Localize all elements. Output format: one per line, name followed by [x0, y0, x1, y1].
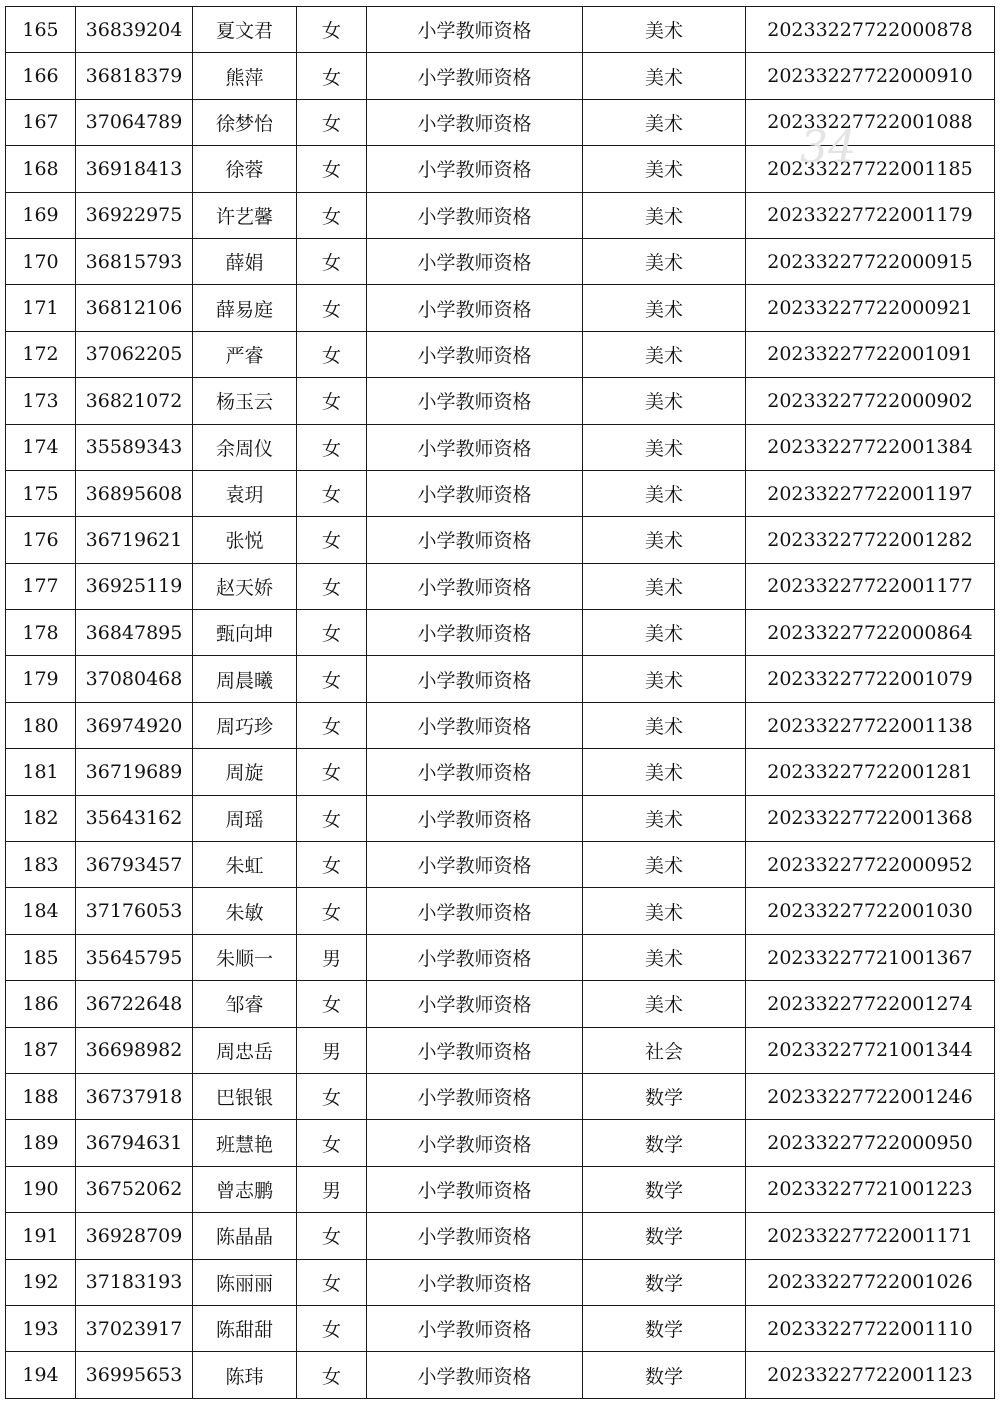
cell-gender: 女: [297, 842, 367, 888]
cell-name: 夏文君: [193, 7, 297, 53]
cell-gender: 男: [297, 934, 367, 980]
cell-exam-id: 36847895: [76, 610, 193, 656]
cell-name: 邹睿: [193, 981, 297, 1027]
table-row: [6, 192, 995, 238]
cell-exam-id: 36794631: [76, 1120, 193, 1166]
cell-cert-no: 20233227722001384: [746, 424, 995, 470]
cell-exam-id: 37183193: [76, 1259, 193, 1305]
page-watermark: 34: [800, 122, 856, 173]
cell-gender: 女: [297, 795, 367, 841]
cell-gender: 女: [297, 331, 367, 377]
table-row: [6, 7, 995, 53]
cell-name: 陈玮: [193, 1352, 297, 1398]
cell-exam-id: 36928709: [76, 1213, 193, 1259]
cell-name: 周晨曦: [193, 656, 297, 702]
cell-category: 小学教师资格: [367, 1352, 583, 1398]
cell-subject: 美术: [583, 470, 746, 516]
cell-exam-id: 36812106: [76, 285, 193, 331]
cell-cert-no: 20233227722001368: [746, 795, 995, 841]
table-row: [6, 146, 995, 192]
cell-seq: 187: [6, 1027, 76, 1073]
cell-exam-id: 37023917: [76, 1305, 193, 1351]
cell-exam-id: 36895608: [76, 470, 193, 516]
cell-subject: 美术: [583, 192, 746, 238]
cell-seq: 172: [6, 331, 76, 377]
cell-cert-no: 20233227722001110: [746, 1305, 995, 1351]
cell-cert-no: 20233227721001223: [746, 1166, 995, 1212]
cell-category: 小学教师资格: [367, 702, 583, 748]
cell-gender: 男: [297, 1166, 367, 1212]
cell-subject: 美术: [583, 7, 746, 53]
cell-exam-id: 37064789: [76, 99, 193, 145]
cell-cert-no: 20233227722001177: [746, 563, 995, 609]
cell-category: 小学教师资格: [367, 1259, 583, 1305]
cell-gender: 女: [297, 238, 367, 284]
cell-category: 小学教师资格: [367, 1213, 583, 1259]
cell-cert-no: 20233227722001123: [746, 1352, 995, 1398]
cell-gender: 女: [297, 1259, 367, 1305]
cell-cert-no: 20233227721001367: [746, 934, 995, 980]
cell-category: 小学教师资格: [367, 238, 583, 284]
cell-gender: 女: [297, 53, 367, 99]
cell-name: 甄向坤: [193, 610, 297, 656]
cell-cert-no: 20233227721001344: [746, 1027, 995, 1073]
cell-subject: 美术: [583, 285, 746, 331]
cell-cert-no: 20233227722000902: [746, 378, 995, 424]
cell-gender: 女: [297, 1213, 367, 1259]
cell-category: 小学教师资格: [367, 331, 583, 377]
cell-cert-no: 20233227722001246: [746, 1073, 995, 1119]
cell-exam-id: 36918413: [76, 146, 193, 192]
table-row: [6, 1120, 995, 1166]
cell-gender: 女: [297, 1120, 367, 1166]
cell-subject: 美术: [583, 517, 746, 563]
cell-category: 小学教师资格: [367, 7, 583, 53]
cell-gender: 女: [297, 563, 367, 609]
cell-name: 徐梦怡: [193, 99, 297, 145]
cell-category: 小学教师资格: [367, 1166, 583, 1212]
table-row: [6, 1259, 995, 1305]
table-row: [6, 1166, 995, 1212]
cell-seq: 165: [6, 7, 76, 53]
cell-cert-no: 20233227722000910: [746, 53, 995, 99]
cell-name: 周巧珍: [193, 702, 297, 748]
cell-cert-no: 20233227722000878: [746, 7, 995, 53]
cell-cert-no: 20233227722000864: [746, 610, 995, 656]
cell-name: 曾志鹏: [193, 1166, 297, 1212]
table-row: [6, 656, 995, 702]
table-row: [6, 285, 995, 331]
cell-subject: 美术: [583, 99, 746, 145]
table-row: [6, 610, 995, 656]
cell-gender: 女: [297, 378, 367, 424]
cell-cert-no: 20233227722001026: [746, 1259, 995, 1305]
cell-cert-no: 20233227722001282: [746, 517, 995, 563]
cell-seq: 192: [6, 1259, 76, 1305]
cell-subject: 社会: [583, 1027, 746, 1073]
cell-exam-id: 36752062: [76, 1166, 193, 1212]
table-row: [6, 331, 995, 377]
cell-name: 熊萍: [193, 53, 297, 99]
cell-category: 小学教师资格: [367, 934, 583, 980]
table-row: [6, 749, 995, 795]
cell-gender: 女: [297, 424, 367, 470]
cell-exam-id: 36922975: [76, 192, 193, 238]
cell-seq: 194: [6, 1352, 76, 1398]
cell-category: 小学教师资格: [367, 1305, 583, 1351]
cell-subject: 美术: [583, 888, 746, 934]
table-row: [6, 238, 995, 284]
cell-category: 小学教师资格: [367, 981, 583, 1027]
cell-exam-id: 36995653: [76, 1352, 193, 1398]
cell-seq: 180: [6, 702, 76, 748]
cell-seq: 191: [6, 1213, 76, 1259]
cell-seq: 169: [6, 192, 76, 238]
cell-seq: 189: [6, 1120, 76, 1166]
cell-exam-id: 36839204: [76, 7, 193, 53]
cell-subject: 美术: [583, 795, 746, 841]
table-row: [6, 563, 995, 609]
cell-subject: 美术: [583, 610, 746, 656]
table-row: [6, 517, 995, 563]
cell-seq: 179: [6, 656, 76, 702]
cell-exam-id: 35643162: [76, 795, 193, 841]
cell-seq: 175: [6, 470, 76, 516]
cell-seq: 182: [6, 795, 76, 841]
cell-subject: 美术: [583, 146, 746, 192]
cell-category: 小学教师资格: [367, 610, 583, 656]
cell-subject: 数学: [583, 1352, 746, 1398]
cell-gender: 女: [297, 517, 367, 563]
cell-seq: 188: [6, 1073, 76, 1119]
cell-category: 小学教师资格: [367, 888, 583, 934]
cell-cert-no: 20233227722001185: [746, 146, 995, 192]
cell-name: 薛娟: [193, 238, 297, 284]
table-row: [6, 424, 995, 470]
cell-gender: 女: [297, 656, 367, 702]
cell-category: 小学教师资格: [367, 424, 583, 470]
cell-name: 严睿: [193, 331, 297, 377]
cell-gender: 女: [297, 146, 367, 192]
cell-exam-id: 36698982: [76, 1027, 193, 1073]
roster-body: [6, 7, 995, 1399]
cell-name: 陈甜甜: [193, 1305, 297, 1351]
cell-seq: 177: [6, 563, 76, 609]
cell-subject: 美术: [583, 702, 746, 748]
cell-name: 巴银银: [193, 1073, 297, 1119]
table-row: [6, 934, 995, 980]
cell-cert-no: 20233227722001197: [746, 470, 995, 516]
cell-subject: 美术: [583, 53, 746, 99]
cell-name: 陈丽丽: [193, 1259, 297, 1305]
cell-seq: 176: [6, 517, 76, 563]
cell-exam-id: 36815793: [76, 238, 193, 284]
cell-subject: 美术: [583, 424, 746, 470]
cell-seq: 171: [6, 285, 76, 331]
cell-exam-id: 35645795: [76, 934, 193, 980]
table-row: [6, 1213, 995, 1259]
cell-subject: 美术: [583, 934, 746, 980]
cell-exam-id: 35589343: [76, 424, 193, 470]
cell-name: 薛易庭: [193, 285, 297, 331]
cell-cert-no: 20233227722001179: [746, 192, 995, 238]
cell-name: 陈晶晶: [193, 1213, 297, 1259]
cell-name: 赵天娇: [193, 563, 297, 609]
table-row: [6, 378, 995, 424]
cell-subject: 数学: [583, 1259, 746, 1305]
cell-exam-id: 36925119: [76, 563, 193, 609]
cell-exam-id: 37062205: [76, 331, 193, 377]
cell-exam-id: 36793457: [76, 842, 193, 888]
cell-category: 小学教师资格: [367, 378, 583, 424]
cell-subject: 美术: [583, 842, 746, 888]
cell-subject: 美术: [583, 981, 746, 1027]
cell-subject: 美术: [583, 749, 746, 795]
cell-seq: 178: [6, 610, 76, 656]
cell-seq: 173: [6, 378, 76, 424]
cell-gender: 女: [297, 1305, 367, 1351]
cell-seq: 168: [6, 146, 76, 192]
table-row: [6, 470, 995, 516]
cell-gender: 女: [297, 888, 367, 934]
cell-gender: 男: [297, 1027, 367, 1073]
cell-category: 小学教师资格: [367, 470, 583, 516]
cell-gender: 女: [297, 749, 367, 795]
cell-gender: 女: [297, 99, 367, 145]
cell-cert-no: 20233227722001079: [746, 656, 995, 702]
cell-exam-id: 36719621: [76, 517, 193, 563]
cell-seq: 185: [6, 934, 76, 980]
cell-gender: 女: [297, 285, 367, 331]
cell-subject: 美术: [583, 656, 746, 702]
table-row: [6, 795, 995, 841]
cell-cert-no: 20233227722001030: [746, 888, 995, 934]
cell-seq: 170: [6, 238, 76, 284]
cell-seq: 184: [6, 888, 76, 934]
cell-subject: 美术: [583, 563, 746, 609]
cell-gender: 女: [297, 192, 367, 238]
cell-exam-id: 37080468: [76, 656, 193, 702]
table-row: [6, 1073, 995, 1119]
cell-subject: 数学: [583, 1213, 746, 1259]
cell-category: 小学教师资格: [367, 285, 583, 331]
cell-cert-no: 20233227722001091: [746, 331, 995, 377]
cell-subject: 数学: [583, 1305, 746, 1351]
cell-exam-id: 36719689: [76, 749, 193, 795]
cell-category: 小学教师资格: [367, 656, 583, 702]
table-row: [6, 888, 995, 934]
cell-name: 班慧艳: [193, 1120, 297, 1166]
cell-name: 张悦: [193, 517, 297, 563]
cell-exam-id: 36818379: [76, 53, 193, 99]
cell-category: 小学教师资格: [367, 563, 583, 609]
cell-cert-no: 20233227722000950: [746, 1120, 995, 1166]
cell-exam-id: 36722648: [76, 981, 193, 1027]
cell-category: 小学教师资格: [367, 842, 583, 888]
cell-seq: 193: [6, 1305, 76, 1351]
cell-name: 周忠岳: [193, 1027, 297, 1073]
cell-exam-id: 36737918: [76, 1073, 193, 1119]
cell-category: 小学教师资格: [367, 99, 583, 145]
cell-cert-no: 20233227722001171: [746, 1213, 995, 1259]
cell-gender: 女: [297, 702, 367, 748]
cell-name: 周瑶: [193, 795, 297, 841]
cell-seq: 181: [6, 749, 76, 795]
cell-name: 徐蓉: [193, 146, 297, 192]
cell-cert-no: 20233227722001274: [746, 981, 995, 1027]
roster-table: [5, 6, 995, 1399]
cell-subject: 美术: [583, 331, 746, 377]
table-row: [6, 1352, 995, 1398]
cell-seq: 190: [6, 1166, 76, 1212]
table-row: [6, 99, 995, 145]
cell-subject: 数学: [583, 1120, 746, 1166]
cell-seq: 183: [6, 842, 76, 888]
cell-gender: 女: [297, 7, 367, 53]
cell-gender: 女: [297, 610, 367, 656]
table-row: [6, 842, 995, 888]
cell-subject: 数学: [583, 1073, 746, 1119]
cell-category: 小学教师资格: [367, 517, 583, 563]
cell-seq: 186: [6, 981, 76, 1027]
cell-cert-no: 20233227722001088: [746, 99, 995, 145]
cell-gender: 女: [297, 470, 367, 516]
table-row: [6, 1305, 995, 1351]
cell-gender: 女: [297, 981, 367, 1027]
cell-gender: 女: [297, 1073, 367, 1119]
cell-cert-no: 20233227722000952: [746, 842, 995, 888]
cell-name: 袁玥: [193, 470, 297, 516]
cell-category: 小学教师资格: [367, 1120, 583, 1166]
cell-name: 朱敏: [193, 888, 297, 934]
cell-name: 余周仪: [193, 424, 297, 470]
table-row: [6, 702, 995, 748]
cell-exam-id: 36821072: [76, 378, 193, 424]
cell-category: 小学教师资格: [367, 192, 583, 238]
cell-name: 朱顺一: [193, 934, 297, 980]
table-row: [6, 1027, 995, 1073]
cell-cert-no: 20233227722001138: [746, 702, 995, 748]
cell-category: 小学教师资格: [367, 795, 583, 841]
cell-exam-id: 37176053: [76, 888, 193, 934]
cell-name: 周旋: [193, 749, 297, 795]
cell-category: 小学教师资格: [367, 749, 583, 795]
cell-cert-no: 20233227722000915: [746, 238, 995, 284]
cell-subject: 美术: [583, 238, 746, 284]
cell-category: 小学教师资格: [367, 1027, 583, 1073]
cell-category: 小学教师资格: [367, 146, 583, 192]
cell-seq: 166: [6, 53, 76, 99]
cell-subject: 美术: [583, 378, 746, 424]
cell-exam-id: 36974920: [76, 702, 193, 748]
table-row: [6, 53, 995, 99]
cell-name: 朱虹: [193, 842, 297, 888]
cell-seq: 174: [6, 424, 76, 470]
cell-category: 小学教师资格: [367, 1073, 583, 1119]
cell-cert-no: 20233227722000921: [746, 285, 995, 331]
cell-name: 许艺馨: [193, 192, 297, 238]
cell-name: 杨玉云: [193, 378, 297, 424]
cell-seq: 167: [6, 99, 76, 145]
cell-gender: 女: [297, 1352, 367, 1398]
cell-category: 小学教师资格: [367, 53, 583, 99]
cell-cert-no: 20233227722001281: [746, 749, 995, 795]
table-row: [6, 981, 995, 1027]
cell-subject: 数学: [583, 1166, 746, 1212]
